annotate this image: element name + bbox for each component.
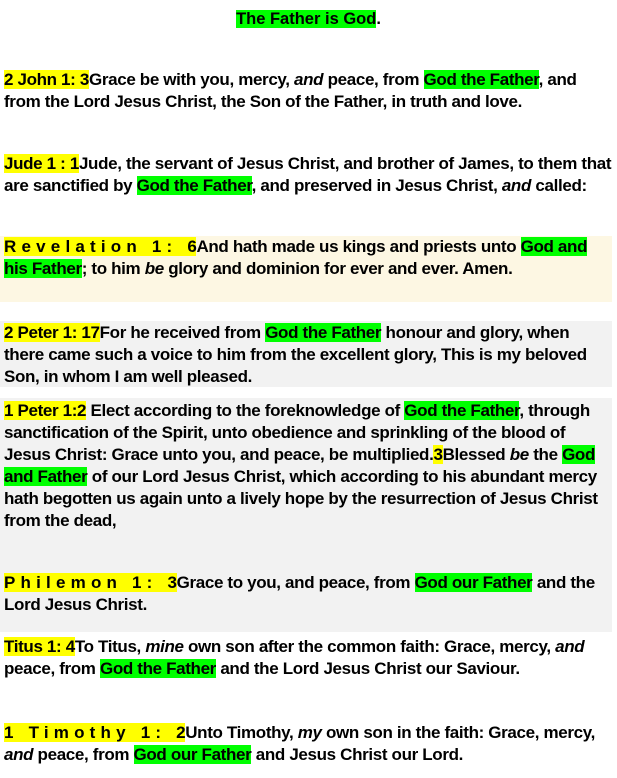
verse-ref: 2 Peter 1: 17 xyxy=(4,323,100,342)
verse-1-timothy: 1 Timothy 1: 2Unto Timothy, my own son in the faith: Grace, mercy, and peace, from God our Father and Jesus Christ our Lord. xyxy=(4,723,595,764)
god-highlight: God the Father xyxy=(423,70,539,89)
verse-2-john: 2 John 1: 3Grace be with you, mercy, and peace, from God the Father, and from the Lord Jesus Christ, the Son of the Father, in truth and love. xyxy=(4,70,577,111)
verse-titus: Titus 1: 4To Titus, mine own son after the common faith: Grace, mercy, and peace, from God the Father and the Lord Jesus Christ our Saviour. xyxy=(4,637,585,678)
verse-ref: 2 John 1: 3 xyxy=(4,70,89,89)
verse-jude: Jude 1 : 1Jude, the servant of Jesus Christ, and brother of James, to them that are sanctified by God the Father, and preserved in Jesus Christ, and called: xyxy=(4,154,612,195)
verse-revelation: Revelation 1: 6And hath made us kings and priests unto God and his Father; to him be glory and dominion for ever and ever. Amen. xyxy=(4,237,588,278)
god-highlight: God our Father xyxy=(133,745,252,764)
verse-ref: 1 Peter 1:2 xyxy=(4,401,87,420)
god-highlight: God and Father xyxy=(4,445,596,486)
god-highlight: God the Father xyxy=(265,323,382,342)
title-highlight: The Father is God xyxy=(236,10,377,28)
verse-ref: Revelation 1: 6 xyxy=(4,237,197,256)
verse-ref: Titus 1: 4 xyxy=(4,637,75,656)
page-title xyxy=(0,8,617,30)
god-highlight: God the Father xyxy=(404,401,520,420)
god-highlight: God our Father xyxy=(414,573,533,592)
god-highlight: God the Father xyxy=(136,176,252,195)
god-highlight: God the Father xyxy=(99,659,216,678)
verse-ref: 1 Timothy 1: 2 xyxy=(4,723,186,742)
verse-2-peter: 2 Peter 1: 17For he received from God the Father honour and glory, when there came such a voice to him from the excellent glory, This is my beloved Son, in whom I am well pleased. xyxy=(4,323,587,386)
verse-ref: Philemon 1: 3 xyxy=(4,573,177,592)
verse-number: 3 xyxy=(433,445,443,464)
verse-ref: Jude 1 : 1 xyxy=(4,154,79,173)
verse-philemon: Philemon 1: 3Grace to you, and peace, from God our Father and the Lord Jesus Christ. xyxy=(4,573,595,614)
verse-1-peter: 1 Peter 1:2 Elect according to the foreknowledge of God the Father, through sanctification of the Spirit, unto obedience and sprinkling of the blood of Jesus Christ: Grace unto you, and peace, be multiplied.3Blessed be the God and Father of our Lord Jesus Christ, which according to his abundant mercy hath begotten us again unto a lively hope by the resurrection of Jesus Christ from the dead, xyxy=(4,401,598,530)
god-highlight: God and his Father xyxy=(4,237,588,278)
title-suffix: . xyxy=(376,10,381,28)
